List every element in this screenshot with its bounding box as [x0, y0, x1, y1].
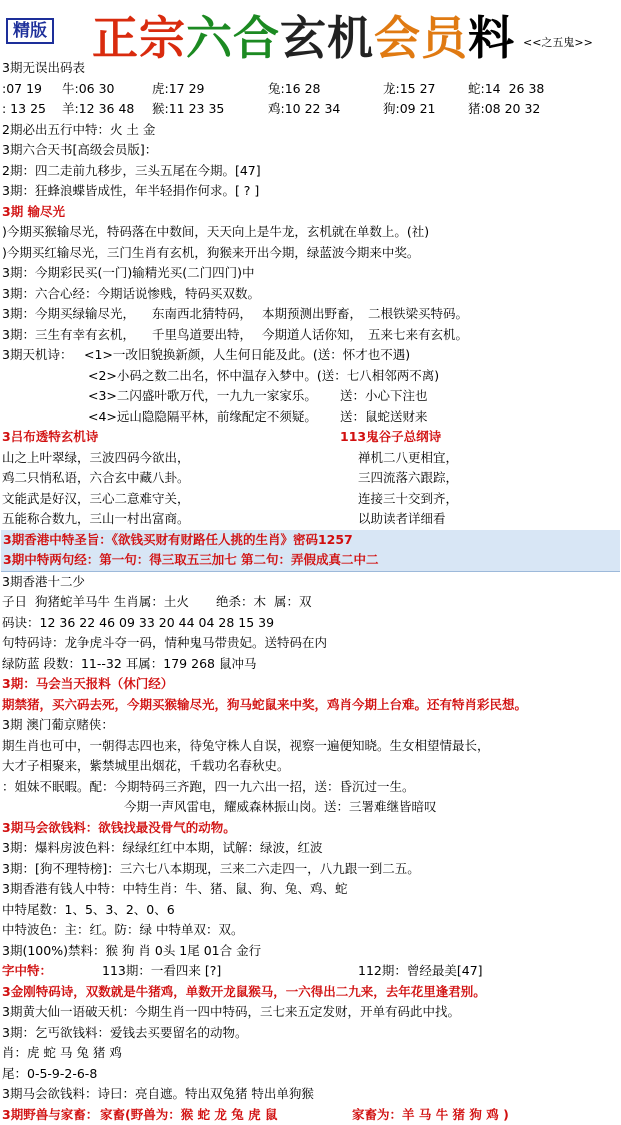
text-line: )今期买猴输尽光，特码落在中数间，天天向上是牛龙，玄机就在单数上。(社) [0, 222, 621, 243]
title-char: 机 [327, 11, 374, 65]
text-line: 中特尾数：1、5、3、2、0、6 [0, 900, 621, 921]
text-line: 中特波色：主：红。防：绿 中特单双：双。 [0, 920, 621, 941]
text-line: 3期：今期彩民买(一门)输精光买(二门四门)中 [0, 263, 621, 284]
text-line: 肖：虎 蛇 马 兔 猪 鸡 [0, 1043, 621, 1064]
text-line: 3期：[狗不理特榜]：三六七八本期现，三来二六走四一，八九跟一到二五。 [0, 859, 621, 880]
section-heading: 3期中特两句经：第一句：得三取五三加七 第二句：弄假成真二中二 [1, 550, 620, 572]
text-line: 3期马会欲钱料：诗曰：亮自遮。特出双兔猪 特出单狗猴 [0, 1084, 621, 1105]
title-char: 六 [186, 11, 233, 65]
section-heading: 3金刚特码诗，双数就是牛猪鸡，单数开龙鼠猴马，一六得出二九来，去年花里逢君别。 [0, 982, 621, 1003]
section-heading: 3期：马会当天报料（休门经） [0, 674, 621, 695]
text-line: 3期(100%)禁料：猴 狗 肖 0头 1尾 01合 金行 [0, 941, 621, 962]
edition-badge: 精版 [6, 18, 54, 44]
text-line: 2期必出五行中特：火 土 金 [0, 120, 621, 141]
text-line: 3期：狂蜂浪蝶皆成性，年半轻捐作何求。[ ? ] [0, 181, 621, 202]
text-line: 3期：乞丐欲钱料：爱钱去买要留名的动物。 [0, 1023, 621, 1044]
text-line: 3期 澳门葡京赌侠： [0, 715, 621, 736]
text-line: 3期天机诗： <1>一改旧貌换新颜，人生何日能及此。(送：怀才也不遇) [0, 345, 621, 366]
section-heading: 3期野兽与家畜： 家畜(野兽为：猴 蛇 龙 兔 虎 鼠 家畜为：羊 马 牛 猪 狗 鸡 ) [0, 1105, 621, 1125]
text-line: 3期黄大仙一语破天机：今期生肖一四中特码，三七来五定发财，开单有码此中找。 [0, 1002, 621, 1023]
section-heading: 3吕布透特玄机诗 113鬼谷子总纲诗 [0, 427, 621, 448]
page-header [0, 0, 621, 58]
text-line: 字中特： 113期：一看四来 [?] 112期：曾经最美[47] [0, 961, 621, 982]
text-line: 子日 狗猪蛇羊马牛 生肖属：土火 绝杀：木 属：双 [0, 592, 621, 613]
title-char: 合 [233, 11, 280, 65]
poem-line: 山之上叶翠绿，三波四码今欲出， 禅机二八更相宜， [0, 448, 621, 469]
text-line: <4>远山隐隐隔平林，前缘配定不须疑。 送：鼠蛇送财来 [0, 407, 621, 428]
zodiac-number-row: :07 19 牛:06 30 虎:17 29 兔:16 28 龙:15 27 蛇:14 26 38 [0, 79, 621, 100]
text-line: <2>小码之数二出名，怀中温存入梦中。(送：七八相邻两不离) [0, 366, 621, 387]
poem-line: 文能武是好汉，三心二意难守关， 连接三十交到齐， [0, 489, 621, 510]
title-char: 宗 [139, 11, 186, 65]
title-char: 玄 [280, 11, 327, 65]
text-line: 3期香港十二少 [0, 572, 621, 593]
section-title: 3期无误出码表 [0, 58, 621, 79]
text-line: 期生肖也可中，一朝得志四也来，待兔守株人自误，视察一遍便知晓。生女相望情最长， [0, 736, 621, 757]
poem-line: 五能称合数九，三山一村出富商。 以助读者详细看 [0, 509, 621, 530]
title-char: 员 [421, 11, 468, 65]
text-line: 今期一声风雷电，耀威森林振山岗。送：三署难继皆暗叹 [0, 797, 621, 818]
text-line: ：姐妹不眠暇。配：今期特码三齐跑，四一九六出一招，送：昏沉过一生。 [0, 777, 621, 798]
text-line: 尾：0-5-9-2-6-8 [0, 1064, 621, 1085]
title-char: 料 [468, 11, 515, 65]
text-line: 3期：今期买绿输尽光， 东南西北猜特码， 本期预测出野畜， 二根铁梁买特码。 [0, 304, 621, 325]
title-char: 正 [92, 11, 139, 65]
text-line: 2期：四二走前九移步，三头五尾在今期。[47] [0, 161, 621, 182]
page-subtitle: <<之五鬼>> [523, 34, 593, 50]
text-line: 句特码诗：龙争虎斗夺一码，情种鬼马带贵妃。送特码在内 [0, 633, 621, 654]
text-line: 3期：三生有幸有玄机， 千里鸟道要出特， 今期道人话你知， 五来七来有玄机。 [0, 325, 621, 346]
zodiac-number-row: : 13 25 羊:12 36 48 猴:11 23 35 鸡:10 22 34 狗:09 21 猪:08 20 32 [0, 99, 621, 120]
text-line: 3期：爆料房波色料：绿绿红红中本期，试解：绿波，红波 [0, 838, 621, 859]
text-line: )今期买红输尽光，三门生肖有玄机，狗猴来开出今期，绿蓝波今期来中奖。 [0, 243, 621, 264]
title-char: 会 [374, 11, 421, 65]
text-line: 绿防蓝 段数：11--32 耳属：179 268 鼠冲马 [0, 654, 621, 675]
text-line: 3期：六合心经：今期话说惨贱，特码买双数。 [0, 284, 621, 305]
section-heading: 3期香港中特圣旨：《欲钱买财有财路任人挑的生肖》密码1257 [1, 530, 620, 551]
text-line: <3>二闪盛叶歌万代，一九九一家家乐。 送：小心下注也 [0, 386, 621, 407]
text-line: 大才子相聚来，紫禁城里出烟花，千载功名春秋史。 [0, 756, 621, 777]
text-line: 3期香港有钱人中特：中特生肖：牛、猪、鼠、狗、兔、鸡、蛇 [0, 879, 621, 900]
poem-line: 鸡二只悄私语，六合玄中藏八卦。 三四流落六跟踪， [0, 468, 621, 489]
section-heading: 3期马会欲钱料：欲钱找最没骨气的动物。 [0, 818, 621, 839]
text-line: 码诀：12 36 22 46 09 33 20 44 04 28 15 39 [0, 613, 621, 634]
section-heading: 期禁猪，买六码去死，今期买猴输尽光，狗马蛇鼠来中奖，鸡肖今期上台难。还有特肖彩民想。 [0, 695, 621, 716]
section-heading: 3期 输尽光 [0, 202, 621, 223]
article-body [0, 58, 621, 1125]
text-line: 3期六合天书[高级会员版]： [0, 140, 621, 161]
